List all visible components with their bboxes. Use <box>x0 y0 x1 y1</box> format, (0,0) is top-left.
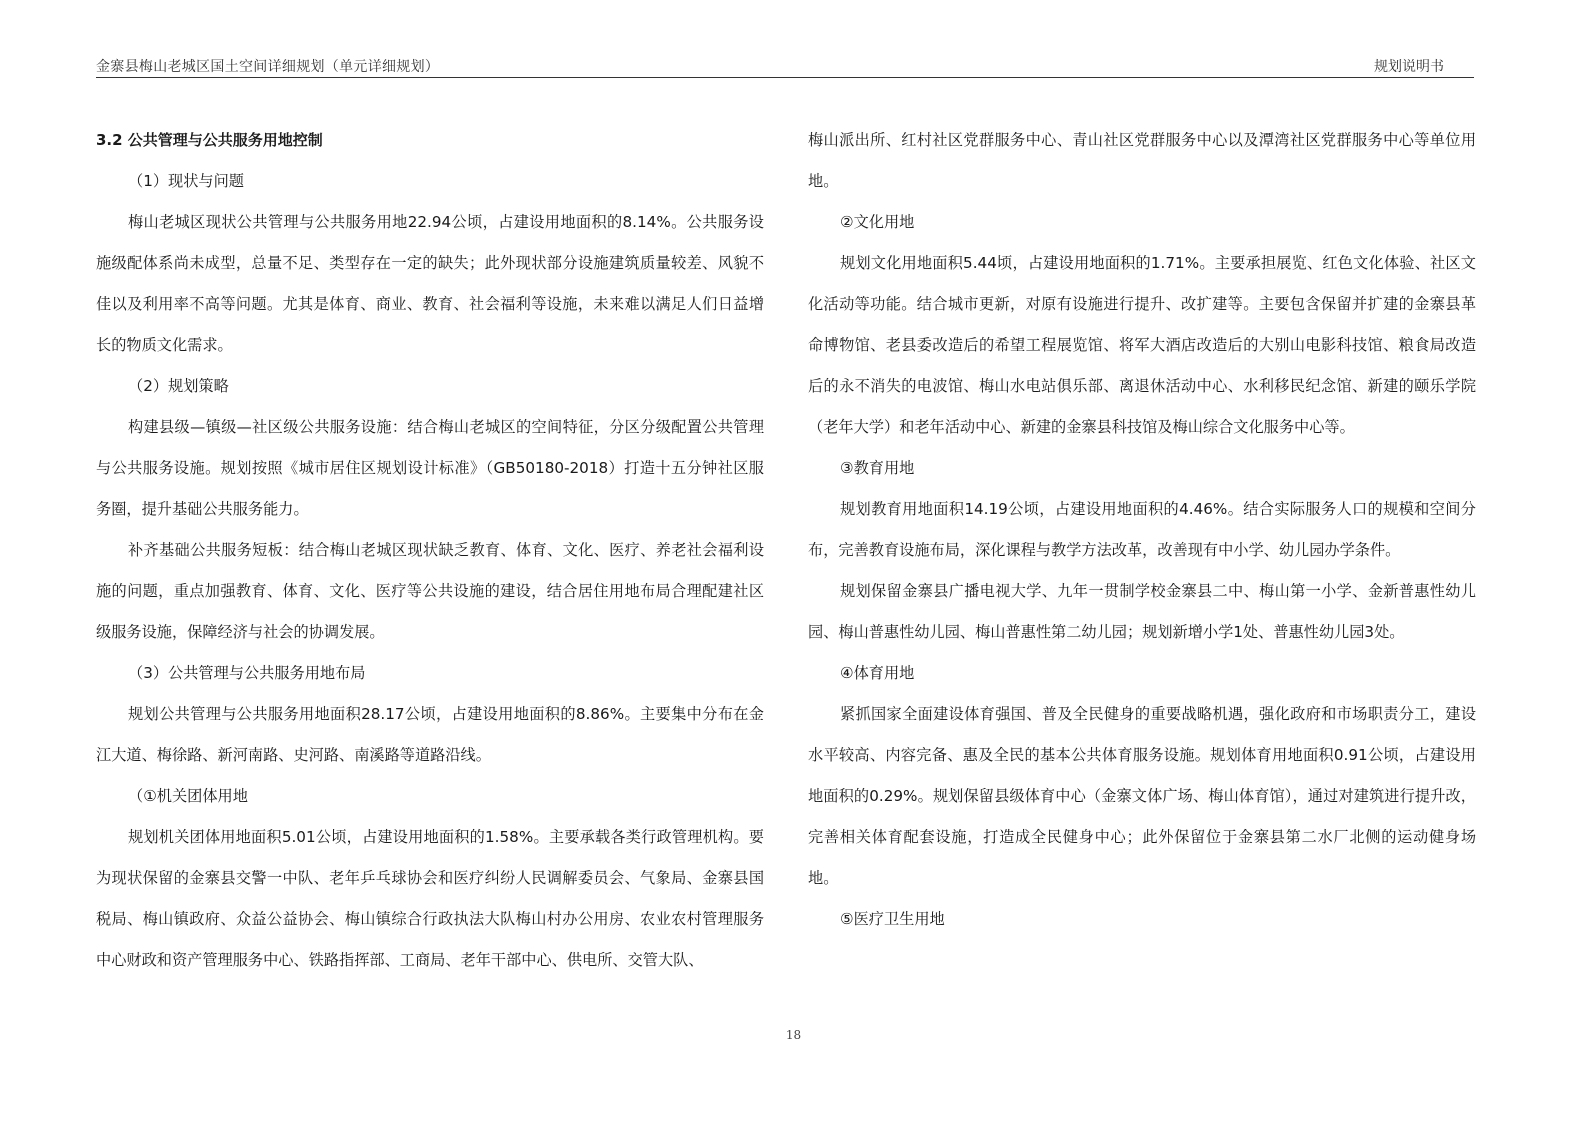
paragraph-status: 梅山老城区现状公共管理与公共服务用地22.94公顷，占建设用地面积的8.14%。公共服务设施级配体系尚未成型，总量不足、类型存在一定的缺失；此外现状部分设施建筑质量较差、风貌不佳以及利用率不高等问题。尤其是体育、商业、教育、社会福利等设施，未来难以满足人们日益增长的物质文化需求。 <box>96 213 764 354</box>
subheading-strategy: （2）规划策略 <box>128 377 229 395</box>
page-number: 18 <box>785 1028 802 1042</box>
subheading-culture: ②文化用地 <box>840 213 915 231</box>
paragraph-sports: 紧抓国家全面建设体育强国、普及全民健身的重要战略机遇，强化政府和市场职责分工，建设水平较高、内容完备、惠及全民的基本公共体育服务设施。规划体育用地面积0.91公顷，占建设用地面积的0.29%。规划保留县级体育中心（金寨文体广场、梅山体育馆），通过对建筑进行提升改，完善相关体育配套设施，打造成全民健身中心；此外保留位于金寨县第二水厂北侧的运动健身场地。 <box>808 705 1476 887</box>
subheading-layout: （3）公共管理与公共服务用地布局 <box>128 664 366 682</box>
subheading-education: ③教育用地 <box>840 459 915 477</box>
paragraph-strategy-1: 构建县级—镇级—社区级公共服务设施：结合梅山老城区的空间特征，分区分级配置公共管理与公共服务设施。规划按照《城市居住区规划设计标准》（GB50180-2018）打造十五分钟社区服务圈，提升基础公共服务能力。 <box>96 418 764 518</box>
header-document-type: 规划说明书 <box>1374 59 1444 75</box>
right-column <box>808 120 1476 940</box>
paragraph-government-continued: 梅山派出所、红村社区党群服务中心、青山社区党群服务中心以及潭湾社区党群服务中心等单位用地。 <box>808 131 1476 190</box>
subheading-government: （①机关团体用地 <box>128 787 248 805</box>
paragraph-government: 规划机关团体用地面积5.01公顷，占建设用地面积的1.58%。主要承载各类行政管理机构。要为现状保留的金寨县交警一中队、老年乒乓球协会和医疗纠纷人民调解委员会、气象局、金寨县国税局、梅山镇政府、众益公益协会、梅山镇综合行政执法大队梅山村办公用房、农业农村管理服务中心财政和资产管理服务中心、铁路指挥部、工商局、老年干部中心、供电所、交管大队、 <box>96 828 764 969</box>
paragraph-education-1: 规划教育用地面积14.19公顷，占建设用地面积的4.46%。结合实际服务人口的规模和空间分布，完善教育设施布局，深化课程与教学方法改革，改善现有中小学、幼儿园办学条件。 <box>808 500 1476 559</box>
paragraph-layout: 规划公共管理与公共服务用地面积28.17公顷，占建设用地面积的8.86%。主要集中分布在金江大道、梅徐路、新河南路、史河路、南溪路等道路沿线。 <box>96 705 764 764</box>
left-column <box>96 120 764 981</box>
section-heading: 3.2 公共管理与公共服务用地控制 <box>96 131 323 149</box>
header-document-title: 金寨县梅山老城区国土空间详细规划（单元详细规划） <box>96 59 440 75</box>
paragraph-strategy-2: 补齐基础公共服务短板：结合梅山老城区现状缺乏教育、体育、文化、医疗、养老社会福利设施的问题，重点加强教育、体育、文化、医疗等公共设施的建设，结合居住用地布局合理配建社区级服务设施，保障经济与社会的协调发展。 <box>96 541 764 641</box>
paragraph-education-2: 规划保留金寨县广播电视大学、九年一贯制学校金寨县二中、梅山第一小学、金新普惠性幼儿园、梅山普惠性幼儿园、梅山普惠性第二幼儿园；规划新增小学1处、普惠性幼儿园3处。 <box>808 582 1476 641</box>
subheading-medical: ⑤医疗卫生用地 <box>840 910 945 928</box>
subheading-sports: ④体育用地 <box>840 664 915 682</box>
paragraph-culture: 规划文化用地面积5.44顷，占建设用地面积的1.71%。主要承担展览、红色文化体验、社区文化活动等功能。结合城市更新，对原有设施进行提升、改扩建等。主要包含保留并扩建的金寨县革命博物馆、老县委改造后的希望工程展览馆、将军大酒店改造后的大别山电影科技馆、粮食局改造后的永不消失的电波馆、梅山水电站俱乐部、离退休活动中心、水利移民纪念馆、新建的颐乐学院（老年大学）和老年活动中心、新建的金寨县科技馆及梅山综合文化服务中心等。 <box>808 254 1476 436</box>
page-header <box>96 53 1474 78</box>
subheading-status: （1）现状与问题 <box>128 172 244 190</box>
